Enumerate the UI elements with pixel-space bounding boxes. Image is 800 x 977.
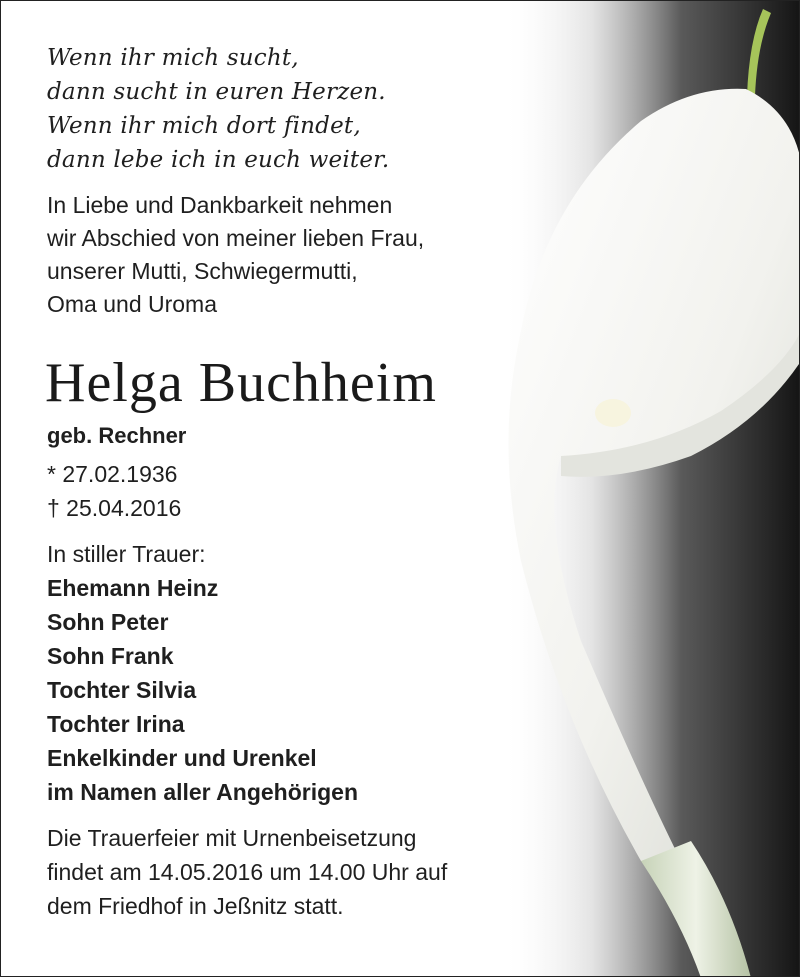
funeral-line: dem Friedhof in Jeßnitz statt. <box>47 893 344 919</box>
mourner: Tochter Silvia <box>47 677 197 703</box>
death-date: † 25.04.2016 <box>47 495 182 521</box>
mourner: Sohn Frank <box>47 643 174 669</box>
mourners-label: In stiller Trauer: <box>47 541 206 567</box>
mourner: Ehemann Heinz <box>47 575 219 601</box>
funeral-line: Die Trauerfeier mit Urnenbeisetzung <box>47 825 417 851</box>
poem-line: Wenn ihr mich sucht, <box>47 45 299 71</box>
intro-line: In Liebe und Dankbarkeit nehmen <box>47 192 393 218</box>
funeral-info <box>47 821 567 923</box>
poem-line: dann lebe ich in euch weiter. <box>47 147 390 173</box>
lily-spadix <box>595 399 631 427</box>
mourner: im Namen aller Angehörigen <box>47 779 358 805</box>
mourners-list <box>47 571 567 809</box>
intro-line: Oma und Uroma <box>47 291 218 317</box>
notice-content <box>47 41 567 923</box>
birth-date: * 27.02.1936 <box>47 461 178 487</box>
birth-name: geb. Rechner <box>47 423 187 448</box>
poem-line: Wenn ihr mich dort findet, <box>47 113 361 139</box>
deceased-name: Helga Buchheim <box>45 352 437 414</box>
funeral-line: findet am 14.05.2016 um 14.00 Uhr auf <box>47 859 448 885</box>
mourner: Tochter Irina <box>47 711 185 737</box>
mourner: Sohn Peter <box>47 609 169 635</box>
life-dates <box>47 457 567 525</box>
poem-line: dann sucht in euren Herzen. <box>47 79 386 105</box>
intro-line: wir Abschied von meiner lieben Frau, <box>47 225 425 251</box>
memorial-poem <box>47 41 567 177</box>
mourner: Enkelkinder und Urenkel <box>47 745 317 771</box>
intro-line: unserer Mutti, Schwiegermutti, <box>47 258 358 284</box>
farewell-intro <box>47 189 567 321</box>
